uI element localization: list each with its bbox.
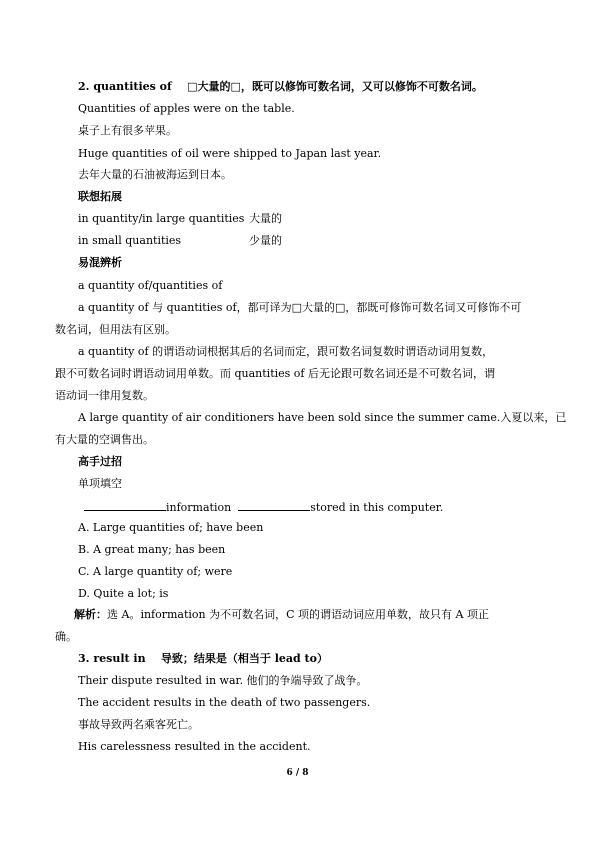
subheading-confusion: 易混辨析 (78, 256, 122, 269)
example-sentence-en: His carelessness resulted in the accident. (78, 740, 311, 753)
question-word: information (166, 501, 232, 514)
page-number: 6 / 8 (286, 768, 309, 778)
example-sentence-en: Quantities of apples were on the table. (78, 102, 295, 115)
section-number: 2. (78, 80, 90, 93)
section-number: 3. (78, 652, 90, 665)
phrase-zh: 大量的 (249, 212, 282, 225)
example-sentence-en: Huge quantities of oil were shipped to Japan last year. (78, 147, 382, 160)
paragraph-line: a quantity of 与 quantities of，都可译为□大量的□，都既可修饰可数名词又可修饰不可 (78, 301, 522, 314)
phrase-en: in small quantities (78, 234, 182, 247)
analysis-label: 解析： (74, 608, 107, 621)
paragraph-line: A large quantity of air conditioners have been sold since the summer came.入夏以来，已 (78, 411, 567, 424)
subheading-master: 高手过招 (78, 455, 122, 468)
paragraph-line: a quantity of 的谓语动词根据其后的名词而定，跟可数名词复数时谓语动词用复数， (78, 345, 494, 358)
example-sentence-zh: 桌子上有很多苹果。 (78, 124, 177, 137)
example-sentence-zh: 去年大量的石油被海运到日本。 (78, 168, 232, 181)
question-word: stored in this computer. (310, 501, 444, 514)
section-2-heading (78, 80, 483, 94)
subheading-expand: 联想拓展 (78, 190, 122, 203)
section-gloss: □大量的□，既可以修饰可数名词，又可以修饰不可数名词。 (187, 80, 483, 93)
analysis-line: 确。 (55, 630, 77, 643)
question-stem (84, 499, 443, 515)
question-type: 单项填空 (78, 477, 122, 490)
section-3-heading (78, 652, 328, 666)
section-gloss: 导致；结果是（相当于 lead to） (160, 652, 328, 665)
phrase-zh: 少量的 (249, 234, 282, 247)
section-term: result in (93, 652, 146, 665)
confusion-pair: a quantity of/quantities of (78, 279, 223, 292)
example-sentence: Their dispute resulted in war. 他们的争端导致了战争。 (78, 674, 368, 687)
analysis-line (74, 608, 489, 622)
paragraph-line: 语动词一律用复数。 (55, 389, 154, 402)
example-sentence-en: The accident results in the death of two passengers. (78, 696, 371, 709)
answer-blank (238, 499, 310, 511)
paragraph-line: 跟不可数名词时谓语动词用单数。而 quantities of 后无论跟可数名词还是不可数名词，谓 (55, 367, 495, 380)
paragraph-line: 有大量的空调售出。 (55, 433, 154, 446)
option-d: D. Quite a lot; is (78, 587, 169, 600)
option-b: B. A great many; has been (78, 543, 226, 556)
section-term: quantities of (93, 80, 172, 93)
example-sentence-zh: 事故导致两名乘客死亡。 (78, 718, 199, 731)
option-c: C. A large quantity of; were (78, 565, 233, 578)
analysis-text: 选 A。information 为不可数名词，C 项的谓语动词应用单数，故只有 A 项正 (107, 608, 489, 621)
paragraph-line: 数名词，但用法有区别。 (55, 323, 176, 336)
option-a: A. Large quantities of; have been (78, 521, 264, 534)
phrase-en: in quantity/in large quantities (78, 212, 245, 225)
answer-blank (84, 499, 166, 511)
